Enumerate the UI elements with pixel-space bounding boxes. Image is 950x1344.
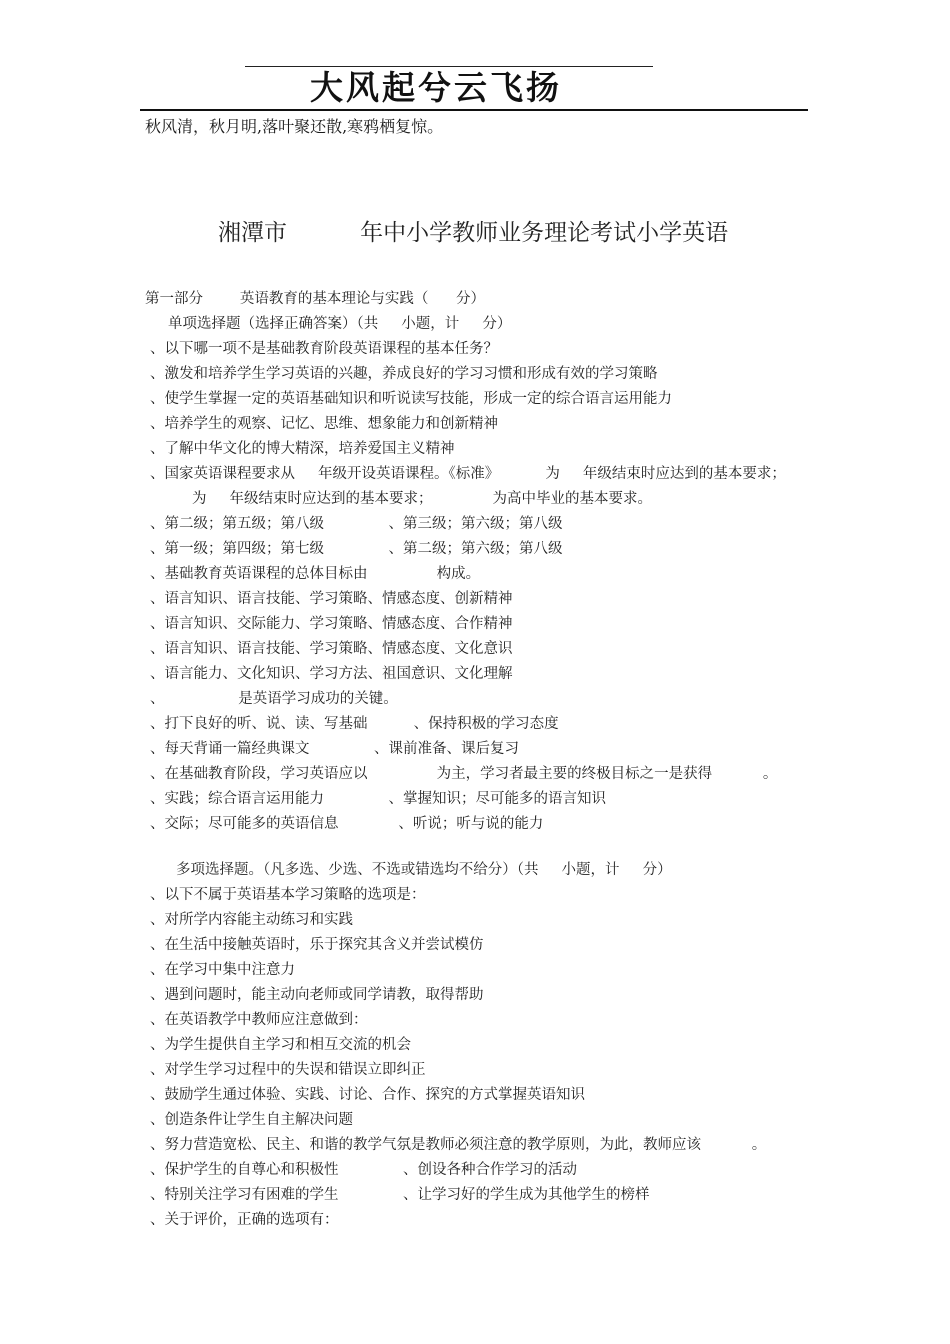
option-line: 、特别关注学习有困难的学生 、让学习好的学生成为其他学生的榜样 xyxy=(150,1187,650,1203)
option-line: 、创造条件让学生自主解决问题 xyxy=(150,1112,353,1128)
option-line: 、使学生掌握一定的英语基础知识和听说读写技能，形成一定的综合语言运用能力 xyxy=(150,391,672,407)
option-line: 、遇到问题时，能主动向老师或同学请教，取得帮助 xyxy=(150,987,484,1003)
option-line: 、第一级；第四级；第七级 、第二级；第六级；第八级 xyxy=(150,541,563,557)
option-line: 、每天背诵一篇经典课文 、课前准备、课后复习 xyxy=(150,741,520,757)
header-banner-calligraphy: 大风起兮云飞扬 xyxy=(310,68,562,107)
option-line: 、第二级；第五级；第八级 、第三级；第六级；第八级 xyxy=(150,516,563,532)
question-line: 、努力营造宽松、民主、和谐的教学气氛是教师必须注意的教学原则，为此，教师应该 。 xyxy=(150,1137,767,1153)
option-line: 、交际；尽可能多的英语信息 、听说；听与说的能力 xyxy=(150,816,544,832)
question-line: 、以下不属于英语基本学习策略的选项是： xyxy=(150,887,426,903)
question-line: 、基础教育英语课程的总体目标由 构成。 xyxy=(150,566,481,582)
subsection-heading: 单项选择题（选择正确答案）（共 小题，计 分） xyxy=(168,316,512,332)
question-line: 、关于评价，正确的选项有： xyxy=(150,1212,339,1228)
section-heading: 第一部分 英语教育的基本理论与实践（ 分） xyxy=(145,291,486,307)
question-line: 、在基础教育阶段，学习英语应以 为主，学习者最主要的终极目标之一是获得 。 xyxy=(150,766,778,782)
option-line: 、对所学内容能主动练习和实践 xyxy=(150,912,353,928)
option-line: 、打下良好的听、说、读、写基础 、保持积极的学习态度 xyxy=(150,716,559,732)
header-top-rule xyxy=(245,66,653,67)
subsection-heading: 多项选择题。（凡多选、少选、不选或错选均不给分）（共 小题，计 分） xyxy=(176,862,672,878)
document-title: 湘潭市 年中小学教师业务理论考试小学英语 xyxy=(218,220,729,246)
option-line: 、语言知识、语言技能、学习策略、情感态度、文化意识 xyxy=(150,641,513,657)
question-line: 、在英语教学中教师应注意做到： xyxy=(150,1012,368,1028)
option-line: 、为学生提供自主学习和相互交流的机会 xyxy=(150,1037,411,1053)
question-line-continued: 为 年级结束时应达到的基本要求； 为高中毕业的基本要求。 xyxy=(192,491,652,507)
header-bottom-rule xyxy=(140,109,808,111)
option-line: 、了解中华文化的博大精深，培养爱国主义精神 xyxy=(150,441,455,457)
option-line: 、语言知识、语言技能、学习策略、情感态度、创新精神 xyxy=(150,591,513,607)
option-line: 、激发和培养学生学习英语的兴趣，养成良好的学习习惯和形成有效的学习策略 xyxy=(150,366,658,382)
question-line: 、以下哪一项不是基础教育阶段英语课程的基本任务？ xyxy=(150,341,498,357)
option-line: 、语言能力、文化知识、学习方法、祖国意识、文化理解 xyxy=(150,666,513,682)
question-line: 、国家英语课程要求从 年级开设英语课程。《标准》 为 年级结束时应达到的基本要求； xyxy=(150,466,786,482)
option-line: 、实践；综合语言运用能力 、掌握知识；尽可能多的语言知识 xyxy=(150,791,607,807)
option-line: 、语言知识、交际能力、学习策略、情感态度、合作精神 xyxy=(150,616,513,632)
option-line: 、鼓励学生通过体验、实践、讨论、合作、探究的方式掌握英语知识 xyxy=(150,1087,585,1103)
question-line: 、 是英语学习成功的关键。 xyxy=(150,691,398,707)
header-motto: 秋风清，秋月明,落叶聚还散,寒鸦栖复惊。 xyxy=(145,117,444,136)
option-line: 、培养学生的观察、记忆、思维、想象能力和创新精神 xyxy=(150,416,498,432)
option-line: 、在生活中接触英语时，乐于探究其含义并尝试模仿 xyxy=(150,937,484,953)
option-line: 、保护学生的自尊心和积极性 、创设各种合作学习的活动 xyxy=(150,1162,578,1178)
option-line: 、对学生学习过程中的失误和错误立即纠正 xyxy=(150,1062,426,1078)
option-line: 、在学习中集中注意力 xyxy=(150,962,295,978)
